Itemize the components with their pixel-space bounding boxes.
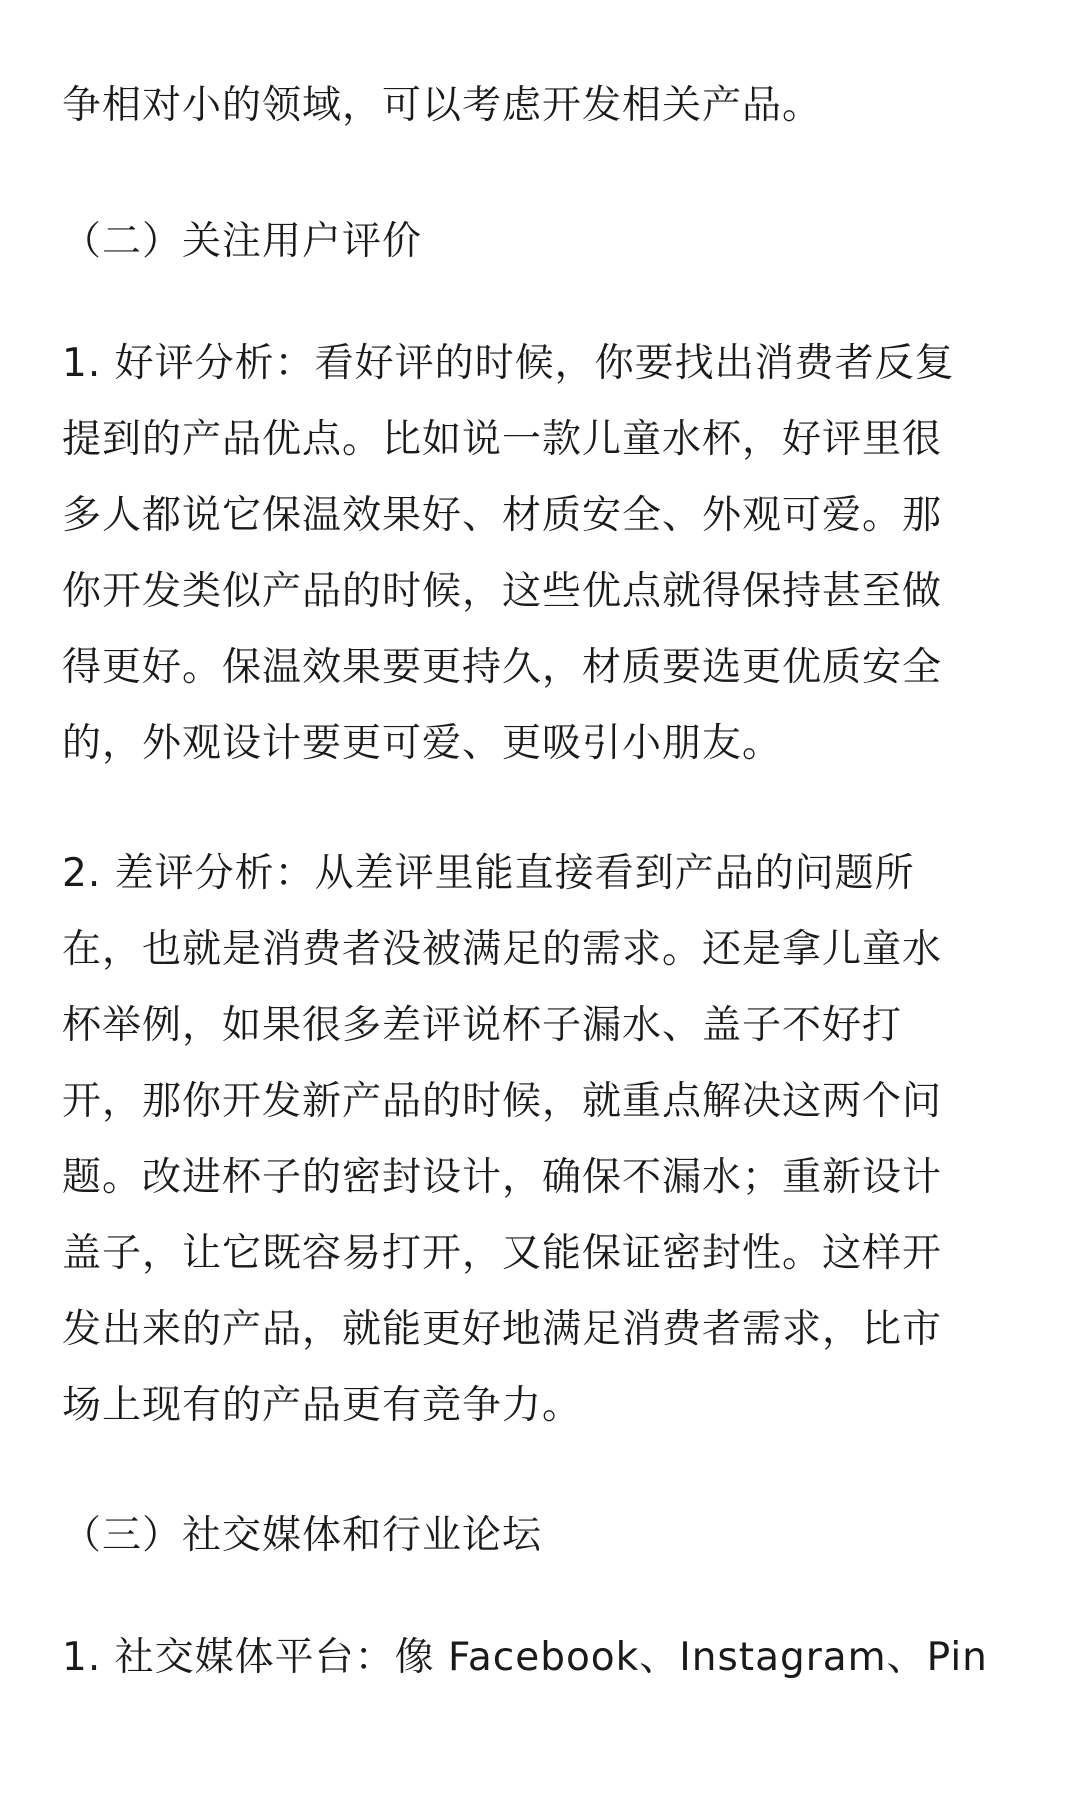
paragraph-line: 你开发类似产品的时候，这些优点就得保持甚至做 bbox=[62, 569, 943, 614]
section-heading: （二）关注用户评价 bbox=[62, 219, 423, 264]
paragraph-line: 盖子，让它既容易打开，又能保证密封性。这样开 bbox=[62, 1231, 943, 1276]
paragraph-line: 多人都说它保温效果好、材质安全、外观可爱。那 bbox=[62, 493, 943, 538]
section-heading-social-media bbox=[62, 1498, 1022, 1574]
section-heading-user-reviews bbox=[62, 204, 1022, 280]
paragraph-line: 杯举例，如果很多差评说杯子漏水、盖子不好打 bbox=[62, 1003, 903, 1048]
paragraph-line: 题。改进杯子的密封设计，确保不漏水；重新设计 bbox=[62, 1155, 943, 1200]
social-media-paragraph bbox=[62, 1620, 1022, 1696]
paragraph-line: 1. 社交媒体平台：像 Facebook、Instagram、Pin bbox=[62, 1635, 988, 1680]
paragraph-line: 得更好。保温效果要更持久，材质要选更优质安全 bbox=[62, 645, 943, 690]
bad-review-paragraph bbox=[62, 836, 1022, 1444]
paragraph-line: 的，外观设计要更可爱、更吸引小朋友。 bbox=[62, 721, 783, 766]
paragraph-line: 发出来的产品，就能更好地满足消费者需求，比市 bbox=[62, 1307, 943, 1352]
paragraph-line: 争相对小的领域，可以考虑开发相关产品。 bbox=[62, 83, 823, 128]
paragraph-line: 1. 好评分析：看好评的时候，你要找出消费者反复 bbox=[62, 341, 955, 386]
paragraph-line: 提到的产品优点。比如说一款儿童水杯，好评里很 bbox=[62, 417, 943, 462]
paragraph-line: 在，也就是消费者没被满足的需求。还是拿儿童水 bbox=[62, 927, 943, 972]
section-heading: （三）社交媒体和行业论坛 bbox=[62, 1513, 543, 1558]
paragraph-line: 2. 差评分析：从差评里能直接看到产品的问题所 bbox=[62, 851, 915, 896]
intro-paragraph-tail bbox=[62, 68, 1022, 144]
paragraph-line: 开，那你开发新产品的时候，就重点解决这两个问 bbox=[62, 1079, 943, 1124]
good-review-paragraph bbox=[62, 326, 1022, 782]
paragraph-line: 场上现有的产品更有竞争力。 bbox=[62, 1383, 583, 1428]
